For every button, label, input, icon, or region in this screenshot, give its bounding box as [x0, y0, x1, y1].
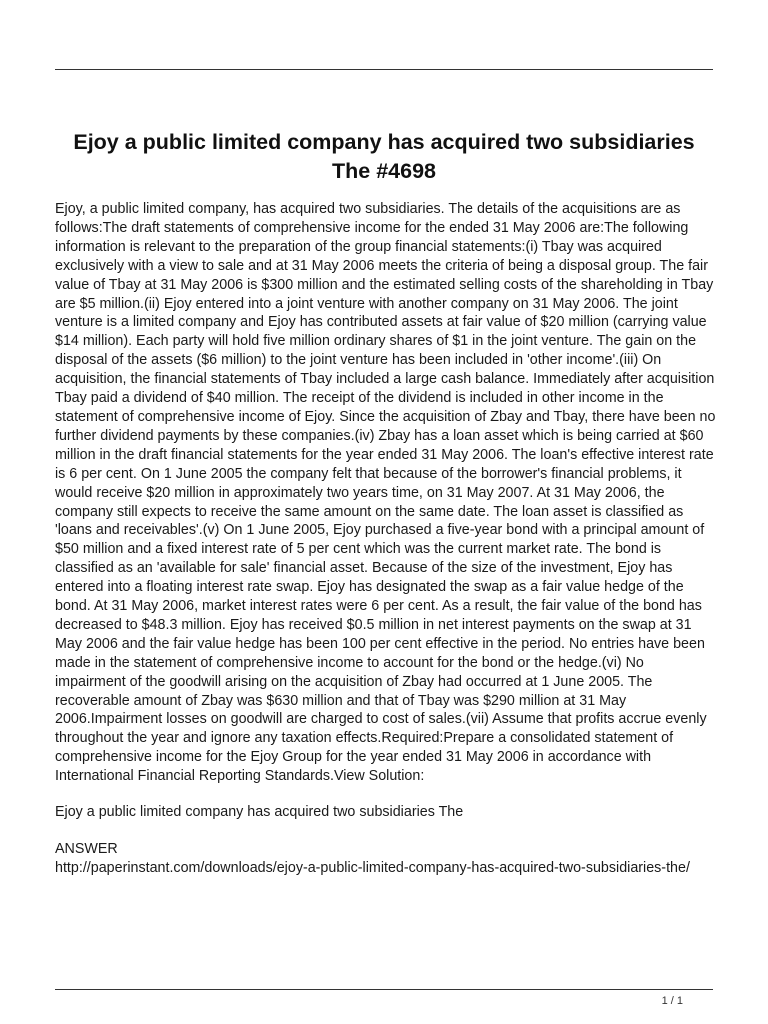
question-subtitle: Ejoy a public limited company has acquired two subsidiaries The — [55, 804, 464, 820]
header-rule — [55, 69, 713, 70]
answer-link[interactable]: http://paperinstant.com/downloads/ejoy-a-public-limited-company-has-acquired-two-subsidiaries-the/ — [55, 860, 690, 876]
document-title: Ejoy a public limited company has acquired two subsidiaries The #4698 — [73, 130, 695, 183]
footer-rule — [55, 989, 713, 990]
question-body: Ejoy, a public limited company, has acquired two subsidiaries. The details of the acquisitions are as follows:The draft statements of comprehensive income for the ended 31 May 2006 are:The following information is relevant to the preparation of the group financial statements:(i) Tbay was acquired exclusively with a view to sale and at 31 May 2006 meets the criteria of being a disposal group. The fair value of Tbay at 31 May 2006 is $300 million and the estimated selling costs of the shareholding in Tbay are $5 million.(ii) Ejoy entered into a joint venture with another company on 31 May 2006. The joint venture is a limited company and Ejoy has contributed assets at fair value of $20 million (carrying value $14 million). Each party will hold five million ordinary shares of $1 in the joint venture. The gain on the disposal of the assets ($6 million) to the joint venture has been included in 'other income'.(iii) On acquisition, the financial statements of Tbay included a large cash balance. Immediately after acquisition Tbay paid a dividend of $40 million. The receipt of the dividend is included in other income in the statement of comprehensive income of Ejoy. Since the acquisition of Zbay and Tbay, there have been no further dividend payments by these companies.(iv) Zbay has a loan asset which is being carried at $60 million in the draft financial statements for the year ended 31 May 2006. The loan's effective interest rate is 6 per cent. On 1 June 2005 the company felt that because of the borrower's financial problems, it would receive $20 million in approximately two years time, on 31 May 2007. At 31 May 2006, the company still expects to receive the same amount on the same date. The loan asset is classified as 'loans and receivables'.(v) On 1 June 2005, Ejoy purchased a five-year bond with a principal amount of $50 million and a fixed interest rate of 5 per cent which was the current market rate. The bond is classified as an 'available for sale' financial asset. Because of the size of the investment, Ejoy has entered into a floating interest rate swap. Ejoy has designated the swap as a fair value hedge of the bond. At 31 May 2006, market interest rates were 6 per cent. As a result, the fair value of the bond has decreased to $48.3 million. Ejoy has received $0.5 million in net interest payments on the swap at 31 May 2006 and the fair value hedge has been 100 per cent effective in the period. No entries have been made in the statement of comprehensive income to account for the bond or the hedge.(vi) No impairment of the goodwill arising on the acquisition of Zbay had occurred at 1 June 2005. The recoverable amount of Zbay was $630 million and that of Tbay was $290 million at 31 May 2006.Impairment losses on goodwill are charged to cost of sales.(vii) Assume that profits accrue evenly throughout the year and ignore any taxation effects.Required:Prepare a consolidated statement of comprehensive income for the Ejoy Group for the year ended 31 May 2006 in accordance with International Financial Reporting Standards.View Solution: — [55, 201, 716, 785]
page-number: 1 / 1 — [661, 995, 683, 1007]
answer-label: ANSWER — [55, 841, 118, 857]
